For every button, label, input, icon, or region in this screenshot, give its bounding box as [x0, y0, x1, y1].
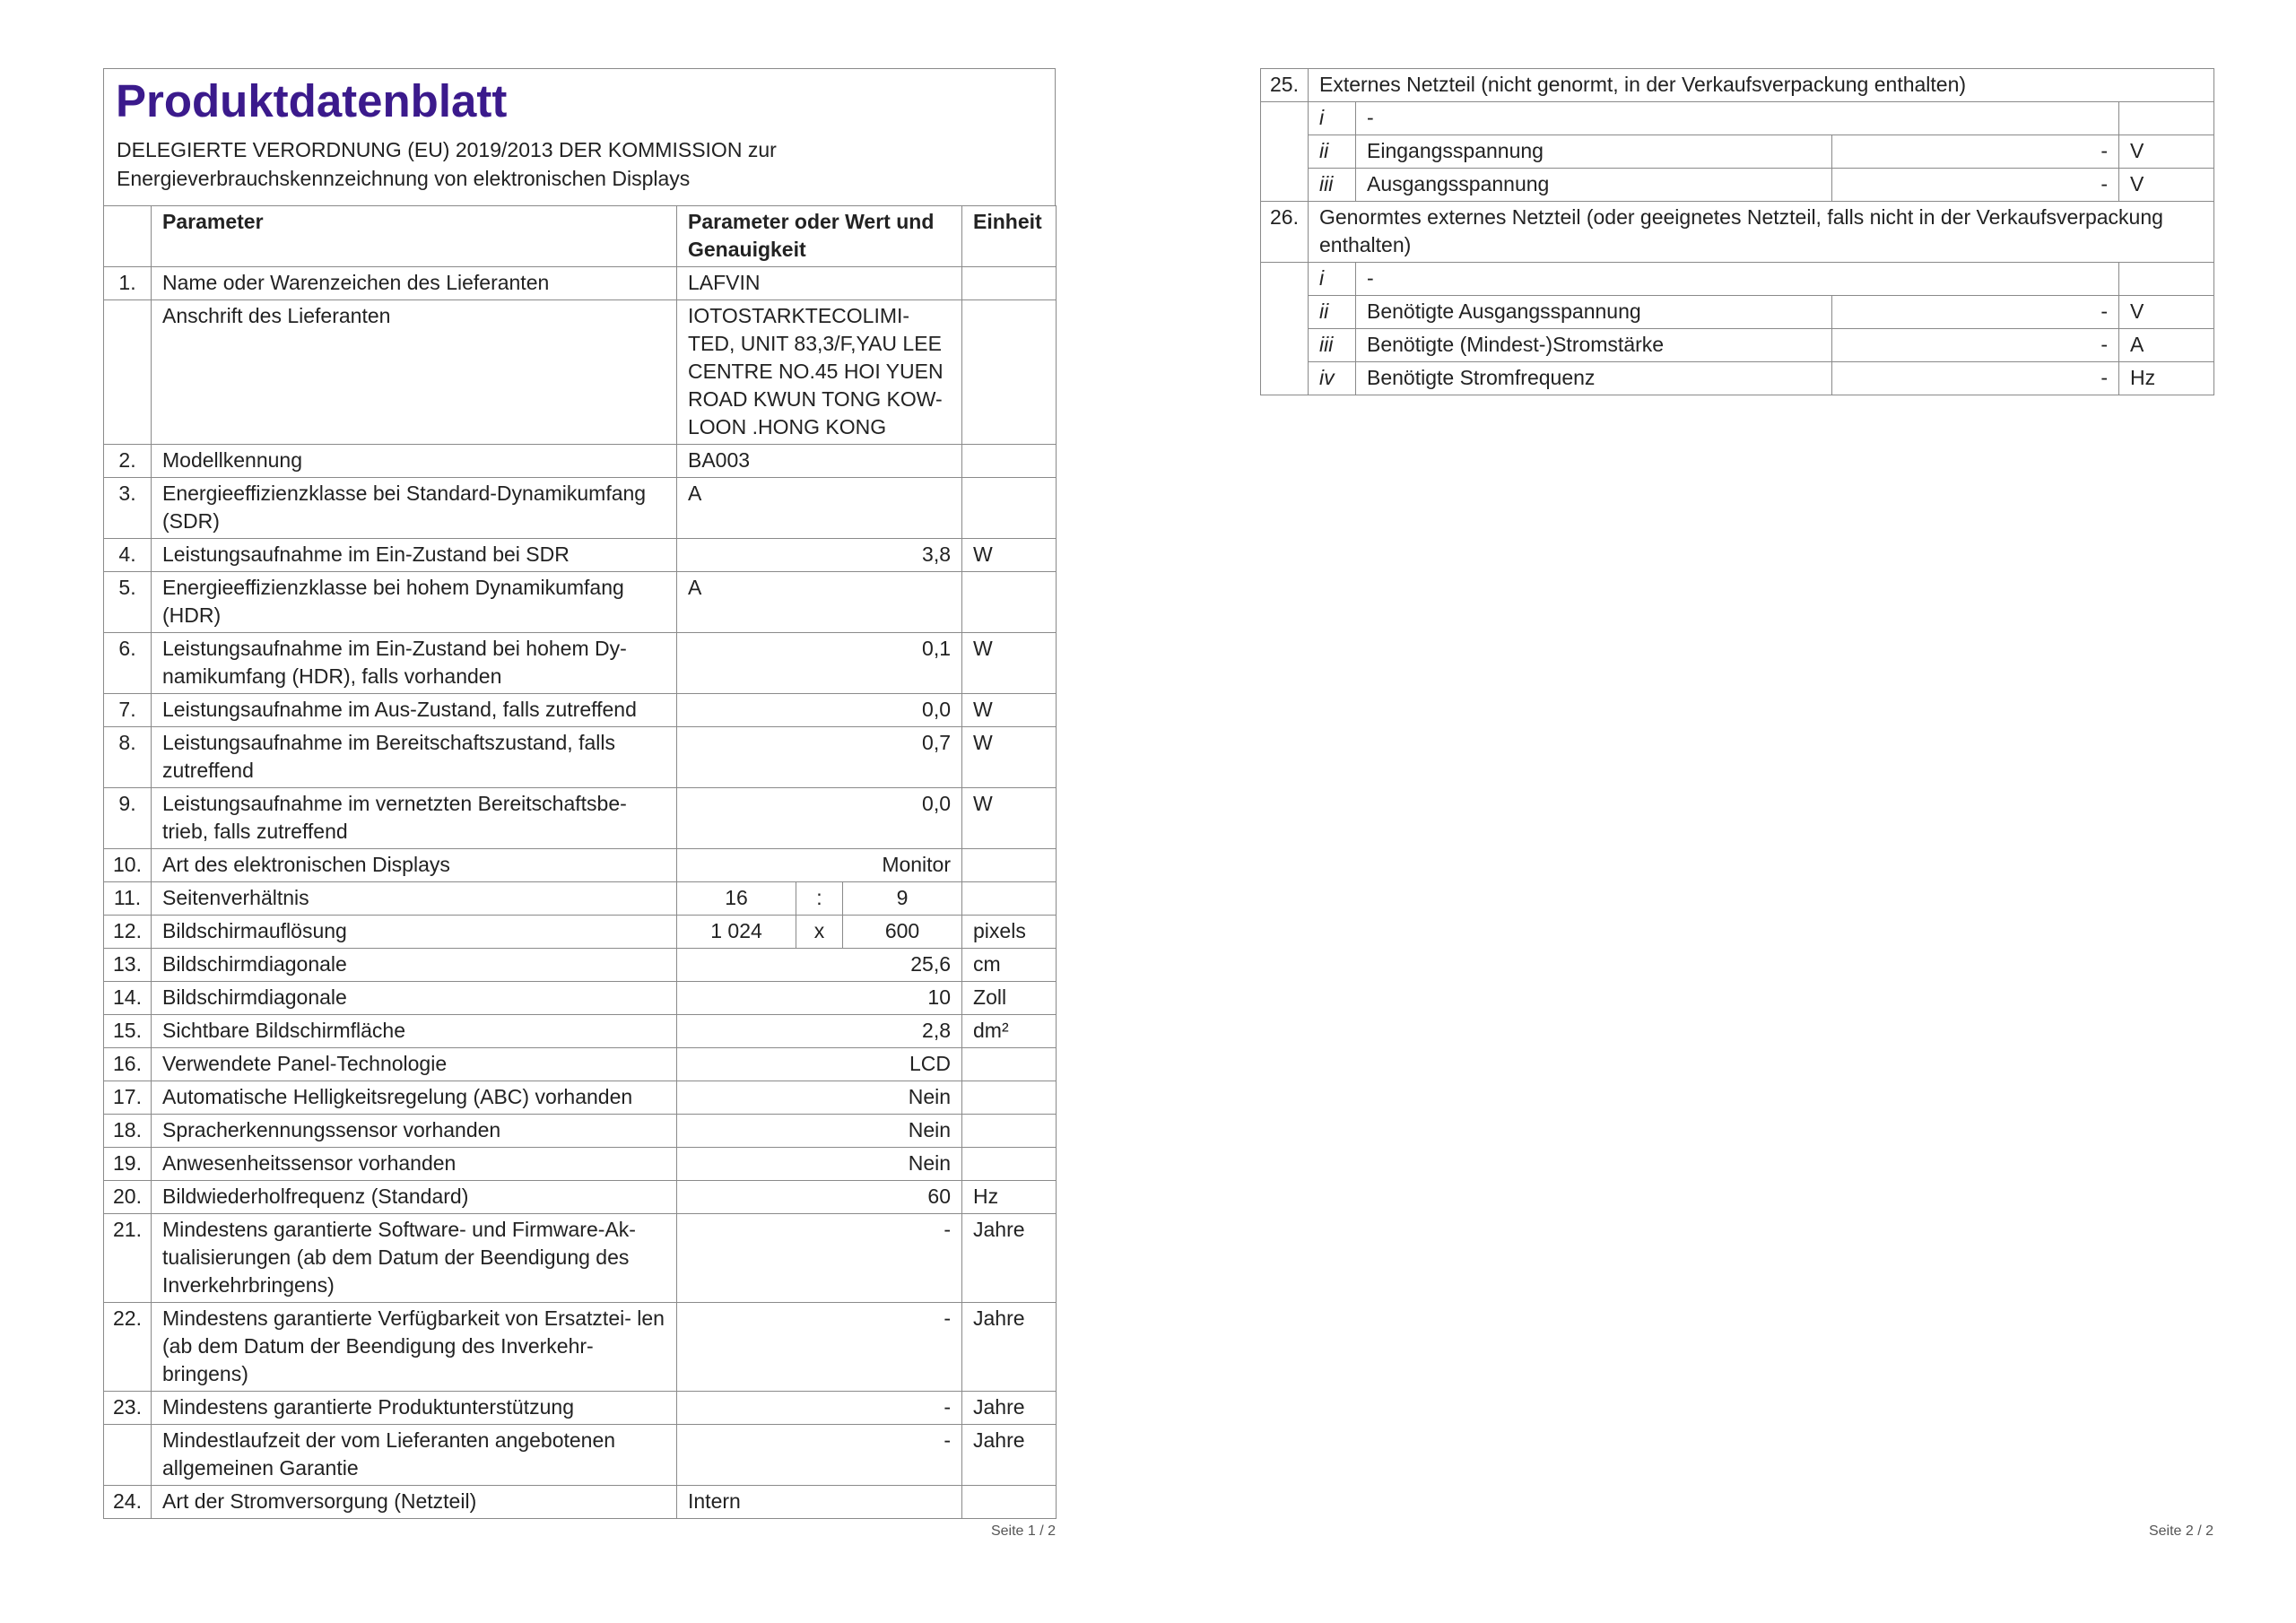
- parameter-name: Bildschirmauflösung: [152, 916, 677, 949]
- parameter-value: 10: [677, 982, 962, 1015]
- unit: Jahre: [962, 1425, 1057, 1486]
- unit: Jahre: [962, 1392, 1057, 1425]
- datasheet-header: [103, 68, 1056, 205]
- row-number: 23.: [104, 1392, 152, 1425]
- table-row: [104, 882, 1057, 916]
- unit: [962, 1081, 1057, 1115]
- product-data-table: [103, 205, 1057, 1519]
- section-number: 26.: [1261, 202, 1309, 263]
- unit: cm: [962, 949, 1057, 982]
- page-footer: Seite 1 / 2: [990, 1523, 1056, 1539]
- table-row: [104, 1303, 1057, 1392]
- sub-item-text: Eingangsspannung: [1356, 135, 1832, 169]
- row-number: 6.: [104, 633, 152, 694]
- section-row: [1261, 202, 2214, 263]
- sub-row: [1261, 169, 2214, 202]
- row-number: 24.: [104, 1486, 152, 1519]
- row-number: 17.: [104, 1081, 152, 1115]
- parameter-value: A: [677, 572, 962, 633]
- sub-row: [1261, 296, 2214, 329]
- row-number: 10.: [104, 849, 152, 882]
- parameter-name: Mindestens garantierte Verfügbarkeit von Ersatztei- len (ab dem Datum der Beendigung des Inverkehr- bringens): [152, 1303, 677, 1392]
- table-row: [104, 788, 1057, 849]
- unit: V: [2119, 296, 2214, 329]
- table-header-row: [104, 206, 1057, 267]
- unit: A: [2119, 329, 2214, 362]
- parameter-value: 0,1: [677, 633, 962, 694]
- unit: pixels: [962, 916, 1057, 949]
- row-number: 21.: [104, 1214, 152, 1303]
- unit: W: [962, 633, 1057, 694]
- sub-item-value: -: [1832, 169, 2119, 202]
- table-row: [104, 1015, 1057, 1048]
- table-row: [104, 445, 1057, 478]
- unit: [962, 882, 1057, 916]
- sub-row: [1261, 135, 2214, 169]
- row-number: 16.: [104, 1048, 152, 1081]
- sub-row: [1261, 329, 2214, 362]
- header-parameter: Parameter: [152, 206, 677, 267]
- sub-item-text: Benötigte Ausgangsspannung: [1356, 296, 1832, 329]
- sub-item-numeral: ii: [1309, 296, 1356, 329]
- parameter-name: Verwendete Panel-Technologie: [152, 1048, 677, 1081]
- row-number: 20.: [104, 1181, 152, 1214]
- parameter-value: 25,6: [677, 949, 962, 982]
- unit: [962, 1148, 1057, 1181]
- table-row: [104, 478, 1057, 539]
- sub-item-text: Ausgangsspannung: [1356, 169, 1832, 202]
- sub-item-numeral: iv: [1309, 362, 1356, 395]
- value-part-1: 1 024: [677, 916, 796, 949]
- table-row: [104, 1148, 1057, 1181]
- parameter-value: LAFVIN: [677, 267, 962, 300]
- parameter-name: Mindestens garantierte Produktunterstützung: [152, 1392, 677, 1425]
- row-number: 5.: [104, 572, 152, 633]
- table-row: [104, 300, 1057, 445]
- parameter-name: Energieeffizienzklasse bei hohem Dynamikumfang (HDR): [152, 572, 677, 633]
- parameter-value: -: [677, 1214, 962, 1303]
- unit: [962, 1486, 1057, 1519]
- unit: [962, 1048, 1057, 1081]
- value-separator: :: [796, 882, 843, 916]
- table-row: [104, 949, 1057, 982]
- section-row: [1261, 69, 2214, 102]
- parameter-value: -: [677, 1392, 962, 1425]
- section-title: Externes Netzteil (nicht genormt, in der Verkaufsverpackung enthalten): [1309, 69, 2214, 102]
- unit: W: [962, 727, 1057, 788]
- parameter-name: Automatische Helligkeitsregelung (ABC) vorhanden: [152, 1081, 677, 1115]
- unit: [962, 300, 1057, 445]
- unit: [962, 849, 1057, 882]
- row-number: 14.: [104, 982, 152, 1015]
- row-number: 8.: [104, 727, 152, 788]
- section-title: Genormtes externes Netzteil (oder geeignetes Netzteil, falls nicht in der Verkaufsverpackung enthalten): [1309, 202, 2214, 263]
- parameter-name: Leistungsaufnahme im Ein-Zustand bei SDR: [152, 539, 677, 572]
- parameter-name: Seitenverhältnis: [152, 882, 677, 916]
- sub-item-numeral: iii: [1309, 169, 1356, 202]
- section-number: 25.: [1261, 69, 1309, 102]
- table-row: [104, 1081, 1057, 1115]
- power-supply-table: [1260, 68, 2214, 395]
- row-number: [104, 1425, 152, 1486]
- table-row: [104, 633, 1057, 694]
- parameter-name: Leistungsaufnahme im Aus-Zustand, falls zutreffend: [152, 694, 677, 727]
- parameter-value: 3,8: [677, 539, 962, 572]
- sub-item-value: -: [1832, 362, 2119, 395]
- unit: Jahre: [962, 1214, 1057, 1303]
- sub-item-value: -: [1832, 296, 2119, 329]
- unit: [962, 1115, 1057, 1148]
- parameter-value: A: [677, 478, 962, 539]
- sub-item-numeral: i: [1309, 263, 1356, 296]
- parameter-name: Bildschirmdiagonale: [152, 982, 677, 1015]
- parameter-value: Monitor: [677, 849, 962, 882]
- parameter-value: Nein: [677, 1148, 962, 1181]
- parameter-value: 0,0: [677, 694, 962, 727]
- table-row: [104, 539, 1057, 572]
- sub-item-text: -: [1356, 263, 2119, 296]
- parameter-name: Leistungsaufnahme im vernetzten Bereitschaftsbe- trieb, falls zutreffend: [152, 788, 677, 849]
- unit: V: [2119, 135, 2214, 169]
- parameter-name: Anwesenheitssensor vorhanden: [152, 1148, 677, 1181]
- section-number-spacer: [1261, 102, 1309, 202]
- unit: Zoll: [962, 982, 1057, 1015]
- unit: W: [962, 788, 1057, 849]
- parameter-value: 2,8: [677, 1015, 962, 1048]
- row-number: 4.: [104, 539, 152, 572]
- table-row: [104, 1425, 1057, 1486]
- unit: [962, 267, 1057, 300]
- table-row: [104, 1115, 1057, 1148]
- parameter-value: BA003: [677, 445, 962, 478]
- parameter-name: Mindestens garantierte Software- und Firmware-Ak- tualisierungen (ab dem Datum der Beendigung des Inverkehrbringens): [152, 1214, 677, 1303]
- parameter-value: IOTOSTARKTECOLIMI- TED, UNIT 83,3/F,YAU LEE CENTRE NO.45 HOI YUEN ROAD KWUN TONG KOW- LOON .HONG KONG: [677, 300, 962, 445]
- table-row: [104, 849, 1057, 882]
- unit: [962, 572, 1057, 633]
- parameter-name: Sichtbare Bildschirmfläche: [152, 1015, 677, 1048]
- parameter-name: Art des elektronischen Displays: [152, 849, 677, 882]
- value-part-2: 600: [843, 916, 962, 949]
- parameter-name: Spracherkennungssensor vorhanden: [152, 1115, 677, 1148]
- value-part-1: 16: [677, 882, 796, 916]
- table-row: [104, 727, 1057, 788]
- sub-item-value: -: [1832, 135, 2119, 169]
- unit: Jahre: [962, 1303, 1057, 1392]
- table-row: [104, 916, 1057, 949]
- table-row: [104, 1392, 1057, 1425]
- header-value: Parameter oder Wert und Genauigkeit: [677, 206, 962, 267]
- parameter-name: Bildwiederholfrequenz (Standard): [152, 1181, 677, 1214]
- sub-row: [1261, 362, 2214, 395]
- value-part-2: 9: [843, 882, 962, 916]
- unit: [962, 445, 1057, 478]
- parameter-value: 0,7: [677, 727, 962, 788]
- unit: [2119, 263, 2214, 296]
- unit: Hz: [2119, 362, 2214, 395]
- sub-item-value: -: [1832, 329, 2119, 362]
- parameter-value: Intern: [677, 1486, 962, 1519]
- parameter-name: Leistungsaufnahme im Bereitschaftszustand, falls zutreffend: [152, 727, 677, 788]
- parameter-name: Energieeffizienzklasse bei Standard-Dynamikumfang (SDR): [152, 478, 677, 539]
- parameter-value: LCD: [677, 1048, 962, 1081]
- parameter-name: Name oder Warenzeichen des Lieferanten: [152, 267, 677, 300]
- sub-row: [1261, 263, 2214, 296]
- table-row: [104, 267, 1057, 300]
- parameter-value: -: [677, 1425, 962, 1486]
- table-row: [104, 1048, 1057, 1081]
- parameter-name: Leistungsaufnahme im Ein-Zustand bei hohem Dy- namikumfang (HDR), falls vorhanden: [152, 633, 677, 694]
- parameter-value: Nein: [677, 1115, 962, 1148]
- row-number: 22.: [104, 1303, 152, 1392]
- row-number: 15.: [104, 1015, 152, 1048]
- unit: W: [962, 694, 1057, 727]
- sub-item-text: -: [1356, 102, 2119, 135]
- value-separator: x: [796, 916, 843, 949]
- page-title: Produktdatenblatt: [116, 75, 508, 126]
- table-row: [104, 572, 1057, 633]
- parameter-name: Anschrift des Lieferanten: [152, 300, 677, 445]
- sub-item-text: Benötigte (Mindest-)Stromstärke: [1356, 329, 1832, 362]
- page-footer: Seite 2 / 2: [2148, 1523, 2213, 1539]
- section-number-spacer: [1261, 263, 1309, 395]
- sub-item-numeral: ii: [1309, 135, 1356, 169]
- sub-item-numeral: i: [1309, 102, 1356, 135]
- unit: [962, 478, 1057, 539]
- parameter-value: -: [677, 1303, 962, 1392]
- header-unit: Einheit: [962, 206, 1057, 267]
- unit: V: [2119, 169, 2214, 202]
- row-number: 19.: [104, 1148, 152, 1181]
- sub-row: [1261, 102, 2214, 135]
- sub-item-numeral: iii: [1309, 329, 1356, 362]
- parameter-value: Nein: [677, 1081, 962, 1115]
- header-number-cell: [104, 206, 152, 267]
- row-number: 18.: [104, 1115, 152, 1148]
- row-number: 1.: [104, 267, 152, 300]
- unit: Hz: [962, 1181, 1057, 1214]
- parameter-value: 60: [677, 1181, 962, 1214]
- row-number: 2.: [104, 445, 152, 478]
- parameter-name: Art der Stromversorgung (Netzteil): [152, 1486, 677, 1519]
- row-number: 12.: [104, 916, 152, 949]
- unit: W: [962, 539, 1057, 572]
- unit: [2119, 102, 2214, 135]
- row-number: 11.: [104, 882, 152, 916]
- table-row: [104, 694, 1057, 727]
- row-number: 13.: [104, 949, 152, 982]
- parameter-name: Modellkennung: [152, 445, 677, 478]
- parameter-name: Mindestlaufzeit der vom Lieferanten angebotenen allgemeinen Garantie: [152, 1425, 677, 1486]
- row-number: 9.: [104, 788, 152, 849]
- table-row: [104, 982, 1057, 1015]
- parameter-value: 0,0: [677, 788, 962, 849]
- parameter-name: Bildschirmdiagonale: [152, 949, 677, 982]
- table-row: [104, 1214, 1057, 1303]
- unit: dm²: [962, 1015, 1057, 1048]
- regulation-subtitle: DELEGIERTE VERORDNUNG (EU) 2019/2013 DER KOMMISSION zur Energieverbrauchskennzeichnung von elektronischen Displays: [117, 138, 777, 190]
- row-number: 7.: [104, 694, 152, 727]
- sub-item-text: Benötigte Stromfrequenz: [1356, 362, 1832, 395]
- row-number: 3.: [104, 478, 152, 539]
- table-row: [104, 1181, 1057, 1214]
- table-row: [104, 1486, 1057, 1519]
- row-number: [104, 300, 152, 445]
